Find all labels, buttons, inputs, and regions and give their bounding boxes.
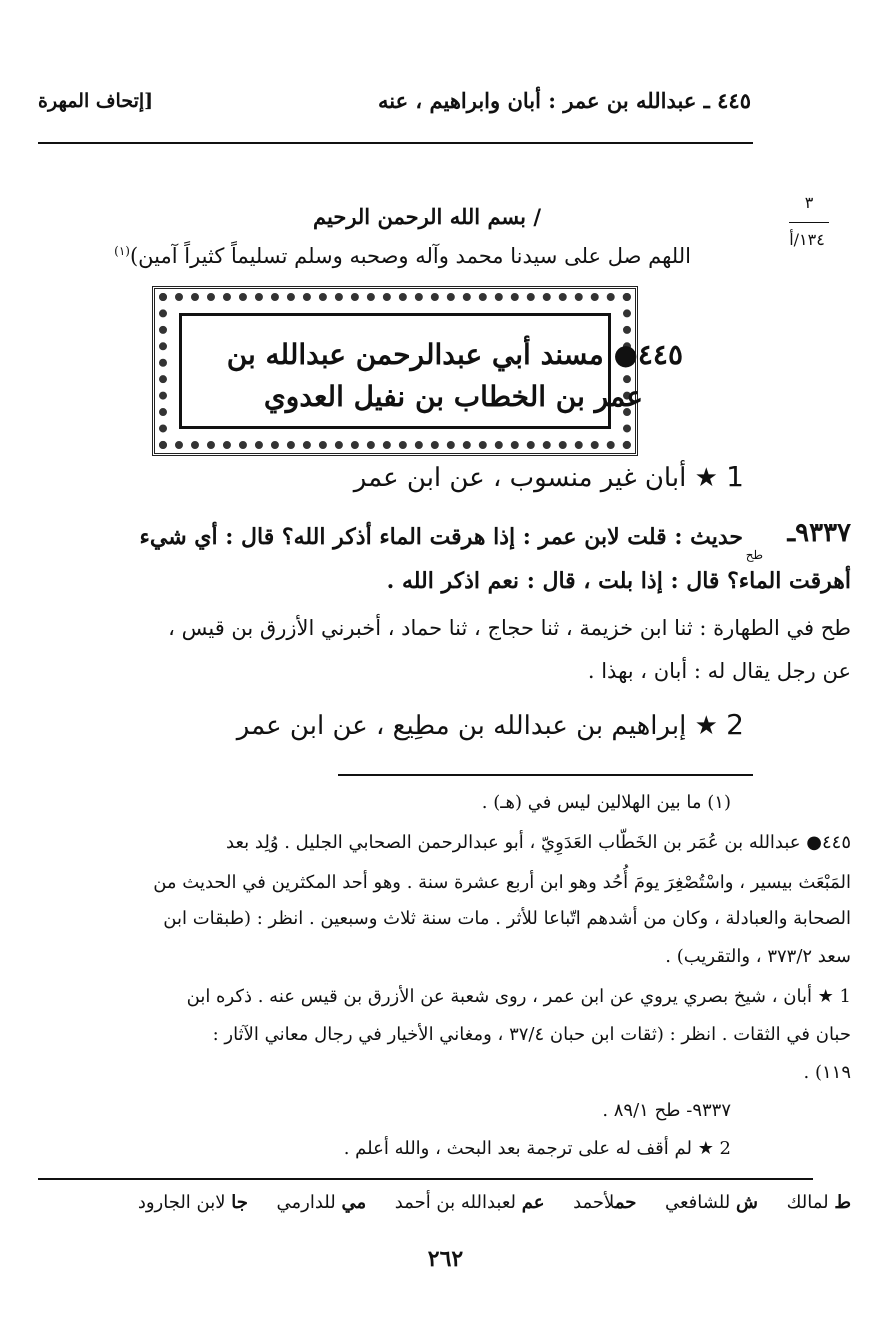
entry-text: إبراهيم بن عبدالله بن مطِيع ، عن ابن عمر [236, 711, 687, 741]
isnad-line-1: طح في الطهارة : ثنا ابن خزيمة ، ثنا حجاج ، ثنا حماد ، أخبرني الأزرق بن قيس ، [168, 616, 851, 640]
basmala: / بسم الله الرحمن الرحيم [313, 204, 541, 229]
narrator-entry [354, 460, 744, 493]
margin-note-divider [789, 222, 829, 223]
footnote-line: ١١٩) . [803, 1062, 851, 1083]
abbr-code: ش [735, 1192, 758, 1213]
narrator-entry [237, 708, 744, 741]
star-icon: ★ [694, 463, 718, 493]
abbr-code: عم [521, 1192, 545, 1213]
footnote-line: المَبْعَث بيسير ، واسْتُصْغِرَ يومَ أُحُد وهو ابن أربع عشرة سنة . وهو أحد المكثرين في الحديث من [153, 872, 851, 893]
entry-number: 2 [726, 708, 744, 741]
margin-note-top: ٣ [804, 193, 814, 212]
abbr-code: ط [834, 1192, 851, 1213]
abbr-code: مي [341, 1192, 367, 1213]
abbr-meaning: لابن الجارود [137, 1192, 226, 1213]
page-number: ٢٦٢ [427, 1246, 464, 1272]
hadith-sigla: طح [745, 548, 763, 562]
footnote-line: 2 ★ لم أقف له على ترجمة بعد البحث ، والله أعلم . [343, 1138, 731, 1159]
star-icon: ★ [694, 711, 718, 741]
abbr-code: جا [231, 1192, 248, 1213]
hadith-text-line-1: حديث : قلت لابن عمر : إذا هرقت الماء أذكر الله؟ قال : أي شيء [139, 524, 743, 550]
running-header-left: [إتحاف المهرة [38, 90, 154, 112]
footnote-marker: (١) [114, 244, 130, 258]
isnad-line-2: عن رجل يقال له : أبان ، بهذا . [587, 659, 851, 683]
title-ornament-frame [152, 286, 638, 456]
opening-prayer: اللهم صل على سيدنا محمد وآله وصحبه وسلم تسليماً كثيراً آمين)$^{(١)}$ [114, 244, 691, 268]
abbr-code: حم [614, 1192, 637, 1213]
running-header-right: ٤٤٥ ـ عبدالله بن عمر : أبان وابراهيم ، عنه [377, 88, 751, 113]
margin-note-bottom: ١٣٤/أ [789, 230, 825, 249]
header-rule [38, 142, 753, 144]
footnote-line: ٩٣٣٧- طح ٨٩/١ . [602, 1100, 731, 1121]
musnad-title-line-2: عمر بن الخطاب بن نفيل العدوي [263, 380, 643, 413]
footnote-line: (١) ما بين الهلالين ليس في (هـ) . [481, 792, 731, 813]
abbreviations-key [138, 1192, 851, 1213]
footnote-line: 1 ★ أبان ، شيخ بصري يروي عن ابن عمر ، روى شعبة عن الأزرق بن قيس عنه . ذكره ابن [186, 986, 851, 1007]
musnad-title-line-1: ٤٤٥● مسند أبي عبدالرحمن عبدالله بن [226, 338, 683, 371]
hadith-number: ٩٣٣٧ـ [787, 518, 851, 548]
abbr-meaning: لأحمد [573, 1192, 615, 1213]
abbr-meaning: لمالك [786, 1192, 829, 1213]
entry-text: أبان غير منسوب ، عن ابن عمر [353, 463, 687, 493]
footnote-line: سعد ٣٧٣/٢ ، والتقريب) . [665, 946, 851, 967]
abbr-meaning: للدارمي [276, 1192, 336, 1213]
footnote-line: ٤٤٥● عبدالله بن عُمَر بن الخَطّاب العَدَوِيّ ، أبو عبدالرحمن الصحابي الجليل . وُلِد بعد [226, 832, 851, 853]
hadith-text-line-2: أهرقت الماء؟ قال : إذا بلت ، قال : نعم اذكر الله . [386, 568, 851, 594]
footnote-line: الصحابة والعبادلة ، وكان من أشدهم اتّباعا للأثر . مات سنة ثلاث وسبعين . انظر : (طبقات ابن [163, 908, 851, 929]
abbreviations-rule [38, 1178, 813, 1180]
entry-number: 1 [726, 460, 744, 493]
footnote-line: حبان في الثقات . انظر : (ثقات ابن حبان ٣٧/٤ ، ومغاني الأخيار في رجال معاني الآثار : [212, 1024, 851, 1045]
abbr-meaning: للشافعي [664, 1192, 731, 1213]
footnote-rule [338, 774, 753, 776]
abbr-meaning: لعبدالله بن أحمد [394, 1192, 516, 1213]
